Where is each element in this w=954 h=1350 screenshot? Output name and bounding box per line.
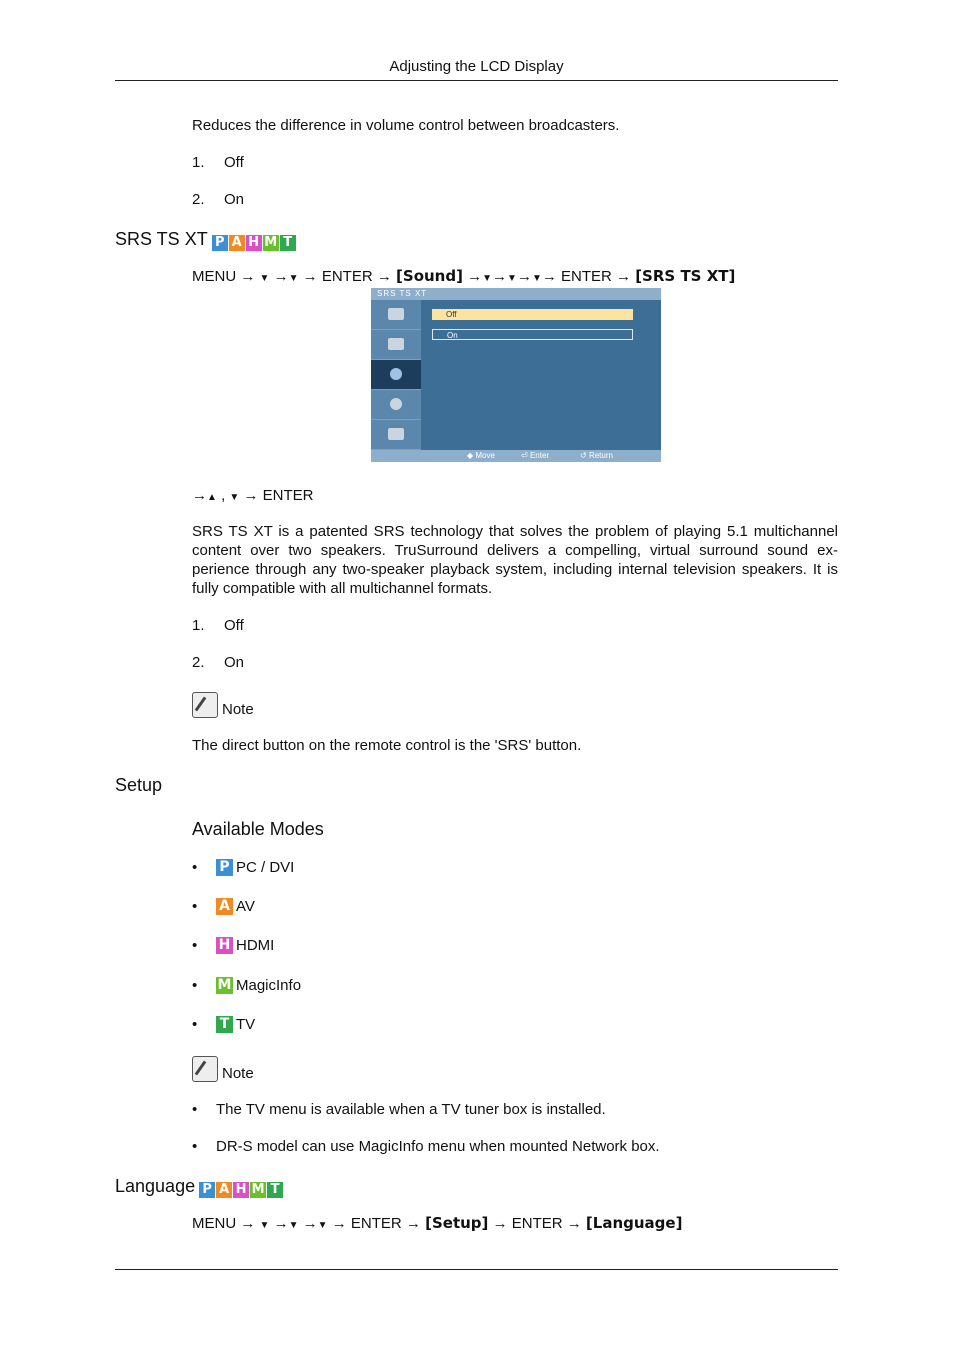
footer-rule (115, 1269, 838, 1270)
available-modes-heading: Available Modes (192, 819, 324, 839)
down-arrow-icon: ▼ (531, 273, 542, 284)
language-heading: Language P A H M T (115, 1175, 284, 1197)
mode-item: • P PC / DVI (192, 859, 295, 876)
down-arrow-icon: ▼ (317, 1220, 328, 1231)
note-text: The direct button on the remote control is the 'SRS' button. (192, 737, 582, 754)
note-heading: Note (192, 1056, 254, 1083)
osd-menu-sound (371, 360, 421, 390)
note-bullet: • The TV menu is available when a TV tuner box is installed. (192, 1101, 606, 1118)
enter-hint: ⏎ Enter (521, 451, 550, 460)
av-mode-icon: A (216, 898, 233, 915)
down-arrow-icon: ▼ (259, 273, 270, 284)
osd-menu-picture (371, 300, 421, 330)
language-menu-path: MENU → ▼ →▼ →▼ → ENTER → [Setup] → ENTER → [Language] (192, 1214, 683, 1232)
osd-bottom-bar (371, 450, 661, 462)
mode-badge: P A H M T (199, 1176, 284, 1192)
osd-title: SRS TS XT (371, 288, 661, 300)
setup-heading: Setup (115, 775, 163, 795)
hdmi-mode-icon: H (216, 937, 233, 954)
mode-item: • T TV (192, 1016, 256, 1033)
srs-nav-keys: →▲ , ▼ → ENTER (192, 487, 314, 504)
down-arrow-icon: ▼ (482, 273, 493, 284)
tv-mode-icon: T (216, 1016, 233, 1033)
pc-mode-icon: P (216, 859, 233, 876)
osd-option-on: On (432, 329, 633, 340)
srs-menu-path: MENU → ▼ →▼ → ENTER → [Sound] →▼→▼→▼→ ENTER → [SRS TS XT] (192, 267, 736, 285)
page-header-title: Adjusting the LCD Display (389, 58, 564, 75)
return-hint: ↺ Return (580, 451, 613, 460)
osd-sidebar (371, 300, 421, 450)
note-icon (192, 1056, 218, 1082)
srs-description: SRS TS XT is a patented SRS technology that solves the problem of playing 5.1 multichannel content over two speakers. TruSurround delivers a compelling, virtual surround sound ex- perience through any two-speaker playback system, including internal television speakers. It is fully compatible with all multichannel formats. (192, 523, 838, 597)
magicinfo-mode-icon: M (217, 977, 232, 993)
list-item: 1. Off (192, 154, 244, 171)
down-arrow-icon: ▼ (229, 492, 240, 503)
down-arrow-icon: ▼ (288, 273, 299, 284)
note-heading: Note (192, 692, 254, 719)
sound-icon (390, 368, 402, 380)
osd-menu-setup (371, 390, 421, 420)
osd-menu-multi (371, 420, 421, 450)
gear-icon (390, 398, 402, 410)
picture-icon (388, 308, 404, 320)
mode-item: • A AV (192, 898, 255, 915)
osd-screenshot (371, 288, 661, 462)
down-arrow-icon: ▼ (507, 273, 517, 284)
header-rule (115, 80, 838, 81)
note-icon (192, 692, 218, 718)
mode-item: • H HDMI (192, 937, 275, 954)
list-item: 2. On (192, 191, 245, 208)
input-icon (388, 338, 404, 350)
move-hint: ◆ Move (467, 451, 495, 460)
multi-control-icon (388, 428, 404, 440)
down-arrow-icon: ▼ (288, 1220, 299, 1231)
mode-item: • M MagicInfo (192, 977, 302, 994)
osd-option-off: Off (432, 309, 633, 320)
srs-heading: SRS TS XT P A H M T (115, 228, 297, 250)
down-arrow-icon: ▼ (259, 1220, 270, 1231)
mode-badge: P A H M T (212, 229, 297, 245)
osd-menu-input (371, 330, 421, 360)
up-arrow-icon: ▲ (207, 492, 217, 503)
note-bullet: • DR-S model can use MagicInfo menu when mounted Network box. (192, 1138, 660, 1155)
list-item: 2. On (192, 654, 245, 671)
list-item: 1. Off (192, 617, 244, 634)
intro-text: Reduces the difference in volume control between broadcasters. (192, 117, 620, 134)
